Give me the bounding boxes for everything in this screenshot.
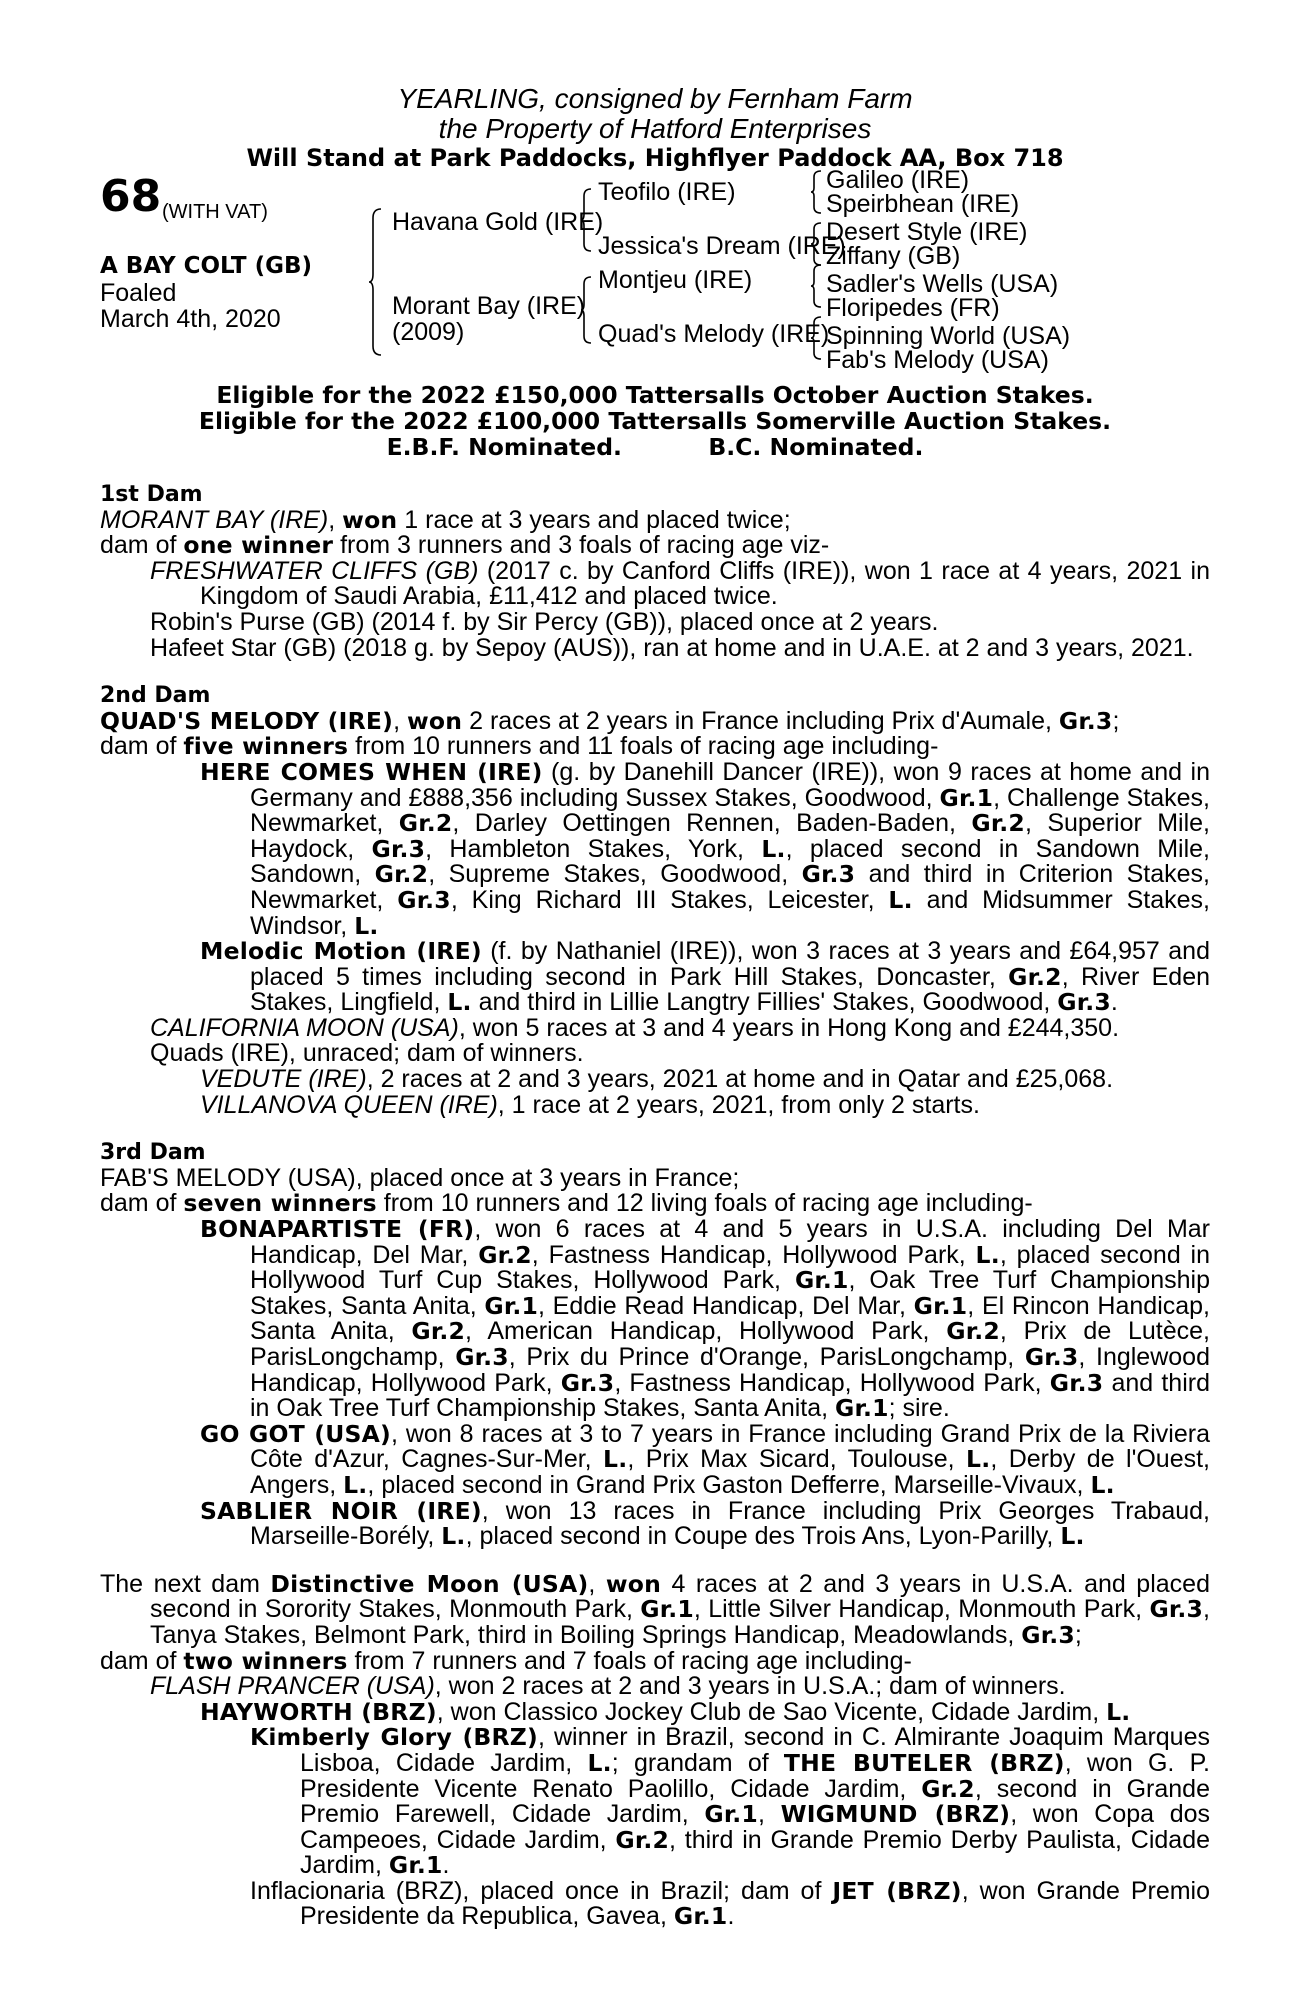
property-line: the Property of Hatford Enterprises [438,113,872,144]
foaled-label: Foaled [100,279,177,307]
foaled-info [100,280,281,332]
eligibility-somerville: Eligible for the 2022 £100,000 Tattersalls Somerville Auction Stakes. [198,407,1112,435]
third-dam-section [100,1140,1210,1550]
progeny-here-comes-when: HERE COMES WHEN (IRE) (g. by Danehill Dancer (IRE)), won 9 races at home and in Germany and £888,356 including Sussex Stakes, Goodwood, Gr.1, Challenge Stakes, Newmarket, Gr.2, Darley Oettingen Rennen, Baden-Baden, Gr.2, Superior Mile, Haydock, Gr.3, Hambleton Stakes, York, L., placed second in Sandown Mile, Sandown, Gr.2, Supreme Stakes, Goodwood, Gr.3 and third in Criterion Stakes, Newmarket, Gr.3, King Richard III Stakes, Leicester, L. and Midsummer Stakes, Windsor, L. [200,757,1210,940]
brace-ss [810,170,822,214]
consignor-line: YEARLING, consigned by Fernham Farm [397,83,913,114]
first-dam-section [100,482,1210,661]
progeny-bonapartiste: BONAPARTISTE (FR), won 6 races at 4 and 5 years in U.S.A. including Del Mar Handicap, Del Mar, Gr.2, Fastness Handicap, Hollywood Park, L., placed second in Hollywood Turf Cup Stakes, Hollywood Park, Gr.1, Oak Tree Turf Championship Stakes, Santa Anita, Gr.1, Eddie Read Handicap, Del Mar, Gr.1, El Rincon Handicap, Santa Anita, Gr.2, American Handicap, Hollywood Park, Gr.2, Prix de Lutèce, ParisLongchamp, Gr.3, Prix du Prince d'Orange, ParisLongchamp, Gr.3, Inglewood Handicap, Hollywood Park, Gr.3, Fastness Handicap, Hollywood Park, Gr.3 and third in Oak Tree Turf Championship Stakes, Santa Anita, Gr.1; sire. [200,1215,1211,1423]
nominations [100,434,1210,460]
progeny-sablier-noir: SABLIER NOIR (IRE), won 13 races in France including Prix Georges Trabaud, Marseille-Borély, L., placed second in Coupe des Trois Ans, Lyon-Parilly, L. [200,1496,1210,1551]
dam-dam: Quad's Melody (IRE) [598,320,830,348]
brace-dam [580,276,592,344]
second-dam-heading: 2nd Dam [100,683,211,709]
progeny-freshwater-cliffs: FRESHWATER CLIFFS (GB) (2017 c. by Canford Cliffs (IRE)), won 1 race at 4 years, 2021 in Kingdom of Saudi Arabia, £11,412 and placed twice. [150,556,1210,611]
ancestor-floripedes: Floripedes (FR) [826,294,1000,322]
dam-year: (2009) [392,318,465,346]
ancestor-ziffany: Ziffany (GB) [826,242,961,270]
next-dam-produce: dam of two winners from 7 runners and 7 foals of racing age including- [100,1646,912,1675]
ancestor-sadlers-wells: Sadler's Wells (USA) [826,270,1059,298]
progeny-hayworth: HAYWORTH (BRZ), won Classico Jockey Club de Sao Vicente, Cidade Jardim, L. [200,1697,1131,1726]
ebf-nominated: E.B.F. Nominated. [386,433,622,461]
progeny-flash-prancer: FLASH PRANCER (USA), won 2 races at 2 and 3 years in U.S.A.; dam of winners. [150,1672,1066,1701]
progeny-california-moon: CALIFORNIA MOON (USA), won 5 races at 3 and 4 years in Hong Kong and £244,350. [150,1013,1120,1042]
next-dam-section [100,1569,1210,1931]
brace-sire [580,188,592,252]
dam-sire: Montjeu (IRE) [598,266,753,294]
ancestor-galileo: Galileo (IRE) [826,166,970,194]
progeny-inflacionaria: Inflacionaria (BRZ), placed once in Brazil; dam of JET (BRZ), won Grande Premio Presidente da Republica, Gavea, Gr.1. [250,1876,1210,1931]
third-dam-heading: 3rd Dam [100,1140,206,1166]
second-dam-record: QUAD'S MELODY (IRE), won 2 races at 2 years in France including Prix d'Aumale, Gr.3; [100,706,1120,735]
brace-ds [810,264,822,308]
progeny-robins-purse: Robin's Purse (GB) (2014 f. by Sir Percy (GB)), placed once at 2 years. [150,607,939,636]
stand-line: Will Stand at Park Paddocks, Highflyer Paddock AA, Box 718 [246,144,1064,172]
progeny-quads: Quads (IRE), unraced; dam of winners. [150,1039,584,1068]
foaled-date: March 4th, 2020 [100,305,281,333]
dam-name: Morant Bay (IRE) [392,292,586,320]
lot-number: 68 [100,171,162,222]
vat-label: (WITH VAT) [162,201,268,223]
third-dam-produce: dam of seven winners from 10 runners and 12 living foals of racing age including- [100,1189,1033,1218]
eligibility-october: Eligible for the 2022 £150,000 Tattersalls October Auction Stakes. [216,381,1094,409]
eligibility-block [100,382,1210,460]
catalogue-page [100,84,1210,1930]
progeny-melodic-motion: Melodic Motion (IRE) (f. by Nathaniel (IRE)), won 3 races at 3 years and £64,957 and placed 5 times including second in Park Hill Stakes, Doncaster, Gr.2, River Eden Stakes, Lingfield, L. and third in Lillie Langtry Fillies' Stakes, Goodwood, Gr.3. [200,937,1210,1017]
ancestor-fabs-melody: Fab's Melody (USA) [826,346,1049,374]
progeny-villanova-queen: VILLANOVA QUEEN (IRE), 1 race at 2 years, 2021, from only 2 starts. [200,1090,980,1119]
ancestor-desert-style: Desert Style (IRE) [826,218,1028,246]
progeny-go-got: GO GOT (USA), won 8 races at 3 to 7 years in France including Grand Prix de la Riviera Côte d'Azur, Cagnes-Sur-Mer, L., Prix Max Sicard, Toulouse, L., Derby de l'Ouest, Angers, L., placed second in Grand Prix Gaston Defferre, Marseille-Vivaux, L. [200,1419,1210,1499]
sire-sire: Teofilo (IRE) [598,178,736,206]
first-dam-produce: dam of one winner from 3 runners and 3 foals of racing age viz- [100,531,830,560]
brace-dd [810,316,822,360]
progeny-vedute: VEDUTE (IRE), 2 races at 2 and 3 years, 2021 at home and in Qatar and £25,068. [200,1065,1114,1094]
bc-nominated: B.C. Nominated. [708,433,924,461]
second-dam-produce: dam of five winners from 10 runners and 11 foals of racing age including- [100,732,939,761]
progeny-hafeet-star: Hafeet Star (GB) (2018 g. by Sepoy (AUS)), ran at home and in U.A.E. at 2 and 3 years, 2021. [150,633,1194,662]
lot-name: A BAY COLT (GB) [100,253,313,279]
pedigree-block [100,166,1210,386]
ancestor-spinning-world: Spinning World (USA) [826,322,1071,350]
progeny-kimberly-glory: Kimberly Glory (BRZ), winner in Brazil, second in C. Almirante Joaquim Marques Lisboa, Cidade Jardim, L.; grandam of THE BUTELER (BRZ), won G. P. Presidente Vicente Renato Paolillo, Cidade Jardim, Gr.2, second in Grande Premio Farewell, Cidade Jardim, Gr.1, WIGMUND (BRZ), won Copa dos Campeoes, Cidade Jardim, Gr.2, third in Grande Premio Derby Paulista, Cidade Jardim, Gr.1. [250,1723,1210,1880]
first-dam-heading: 1st Dam [100,482,203,507]
first-dam-record: MORANT BAY (IRE), won 1 race at 3 years and placed twice; [100,505,791,534]
sire-dam: Jessica's Dream (IRE) [598,232,846,260]
next-dam-record: The next dam Distinctive Moon (USA), won 4 races at 2 and 3 years in U.S.A. and placed second in Sorority Stakes, Monmouth Park, Gr.1, Little Silver Handicap, Monmouth Park, Gr.3, Tanya Stakes, Belmont Park, third in Boiling Springs Handicap, Meadowlands, Gr.3; [100,1569,1210,1649]
sire-name: Havana Gold (IRE) [392,208,604,236]
brace-main [368,208,382,356]
second-dam-section [100,683,1210,1118]
brace-sd [810,222,822,266]
third-dam-record: FAB'S MELODY (USA), placed once at 3 years in France; [100,1163,740,1192]
ancestor-speirbhean: Speirbhean (IRE) [826,190,1020,218]
